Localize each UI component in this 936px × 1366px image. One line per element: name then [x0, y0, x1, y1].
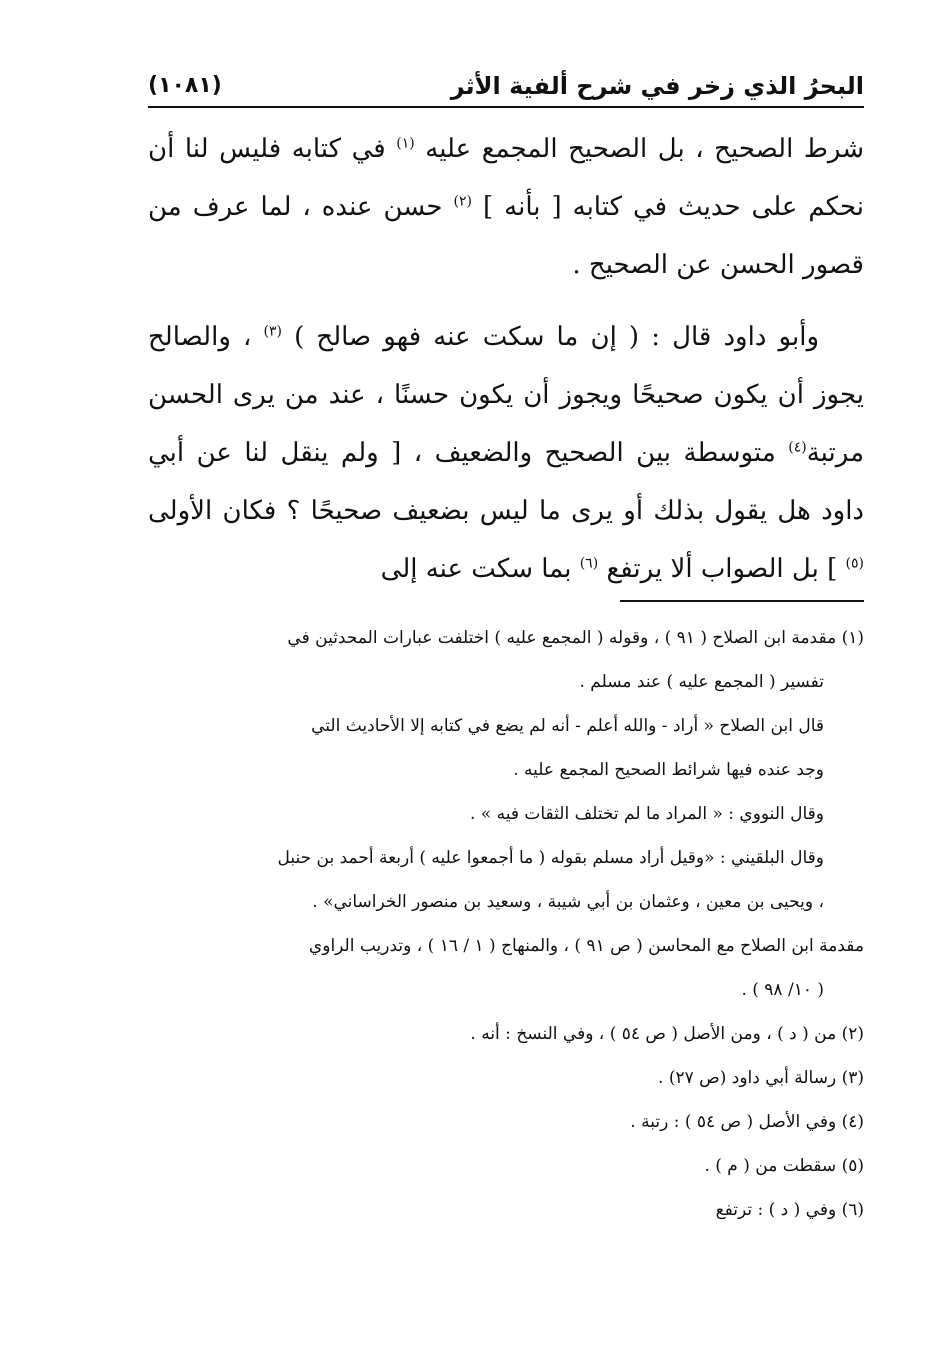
running-header	[148, 68, 864, 108]
paragraph-2-text-c: متوسطة بين الصحيح والضعيف ، [ ولم ينقل لنا عن أبي داود هل يقول بذلك أو يرى ما ليس بضعيف صحيحًا ؟ فكان الأولى	[148, 438, 864, 526]
footnote-1-line: مقدمة ابن الصلاح مع المحاسن ( ص ٩١ ) ، والمنهاج ( ١ / ١٦ ) ، وتدريب الراوي	[308, 936, 864, 956]
book-title: البحرُ الذي زخر في شرح ألفية الأثر	[450, 72, 864, 100]
header-rule	[148, 106, 864, 108]
footnote-6: (٦) وفي ( د ) : ترتفع	[715, 1200, 864, 1220]
paragraph-2	[148, 308, 864, 598]
footnote-ref-2: (٢)	[453, 193, 472, 210]
paragraph-2-text-d: ] بل الصواب ألا يرتفع	[606, 554, 838, 584]
footnote-1-line: (١) مقدمة ابن الصلاح ( ٩١ ) ، وقوله ( المجمع عليه ) اختلفت عبارات المحدثين في	[287, 628, 864, 648]
footnote-ref-5: (٥)	[845, 555, 864, 572]
footnote-1-line: وقال البلقيني : «وقيل أراد مسلم بقوله ( ما أجمعوا عليه ) أربعة أحمد بن حنبل	[277, 848, 824, 868]
paragraph-2-text-a: وأبو داود قال : ( إن ما سكت عنه فهو صالح )	[294, 322, 820, 352]
footnote-4: (٤) وفي الأصل ( ص ٥٤ ) : رتبة .	[630, 1112, 864, 1132]
footnote-1-line: ، ويحيى بن معين ، وعثمان بن أبي شيبة ، وسعيد بن منصور الخراساني» .	[312, 892, 824, 912]
footnote-1-line: قال ابن الصلاح « أراد - والله أعلم - أنه لم يضع في كتابه إلا الأحاديث التي	[311, 716, 824, 736]
footnote-ref-6: (٦)	[579, 555, 599, 572]
page-number: (١٠٨١)	[148, 73, 222, 98]
paragraph-1-text-c: حسن عنده ، لما عرف من قصور الحسن عن الصحيح .	[148, 192, 864, 280]
footnote-3: (٣) رسالة أبي داود (ص ٢٧) .	[658, 1068, 864, 1088]
paragraph-2-text-b: ، والصالح يجوز أن يكون صحيحًا ويجوز أن يكون حسنًا ، عند من يرى الحسن مرتبة	[148, 322, 864, 468]
paragraph-1-text-a: شرط الصحيح ، بل الصحيح المجمع عليه	[425, 134, 865, 164]
footnote-ref-4: (٤)	[788, 439, 807, 456]
paragraph-1	[148, 120, 864, 294]
footnote-1-line: تفسير ( المجمع عليه ) عند مسلم .	[579, 672, 824, 692]
footnote-5: (٥) سقطت من ( م ) .	[704, 1156, 864, 1176]
paragraph-1-text-b: في كتابه فليس لنا أن نحكم على حديث في كتابه [ بأنه ]	[148, 134, 865, 222]
footnotes	[148, 616, 864, 1232]
footnote-1-line: ( ١٠/ ٩٨ ) .	[741, 980, 824, 1000]
paragraph-2-text-e: بما سكت عنه إلى	[380, 554, 572, 584]
footnote-1-line: وجد عنده فيها شرائط الصحيح المجمع عليه .	[513, 760, 824, 780]
footnote-2: (٢) من ( د ) ، ومن الأصل ( ص ٥٤ ) ، وفي النسخ : أنه .	[470, 1024, 864, 1044]
footnote-separator	[620, 600, 864, 602]
footnote-1-line: وقال النووي : « المراد ما لم تختلف الثقات فيه » .	[469, 804, 824, 824]
main-text	[148, 120, 864, 598]
footnote-ref-3: (٣)	[263, 323, 283, 340]
footnote-ref-1: (١)	[396, 135, 415, 152]
